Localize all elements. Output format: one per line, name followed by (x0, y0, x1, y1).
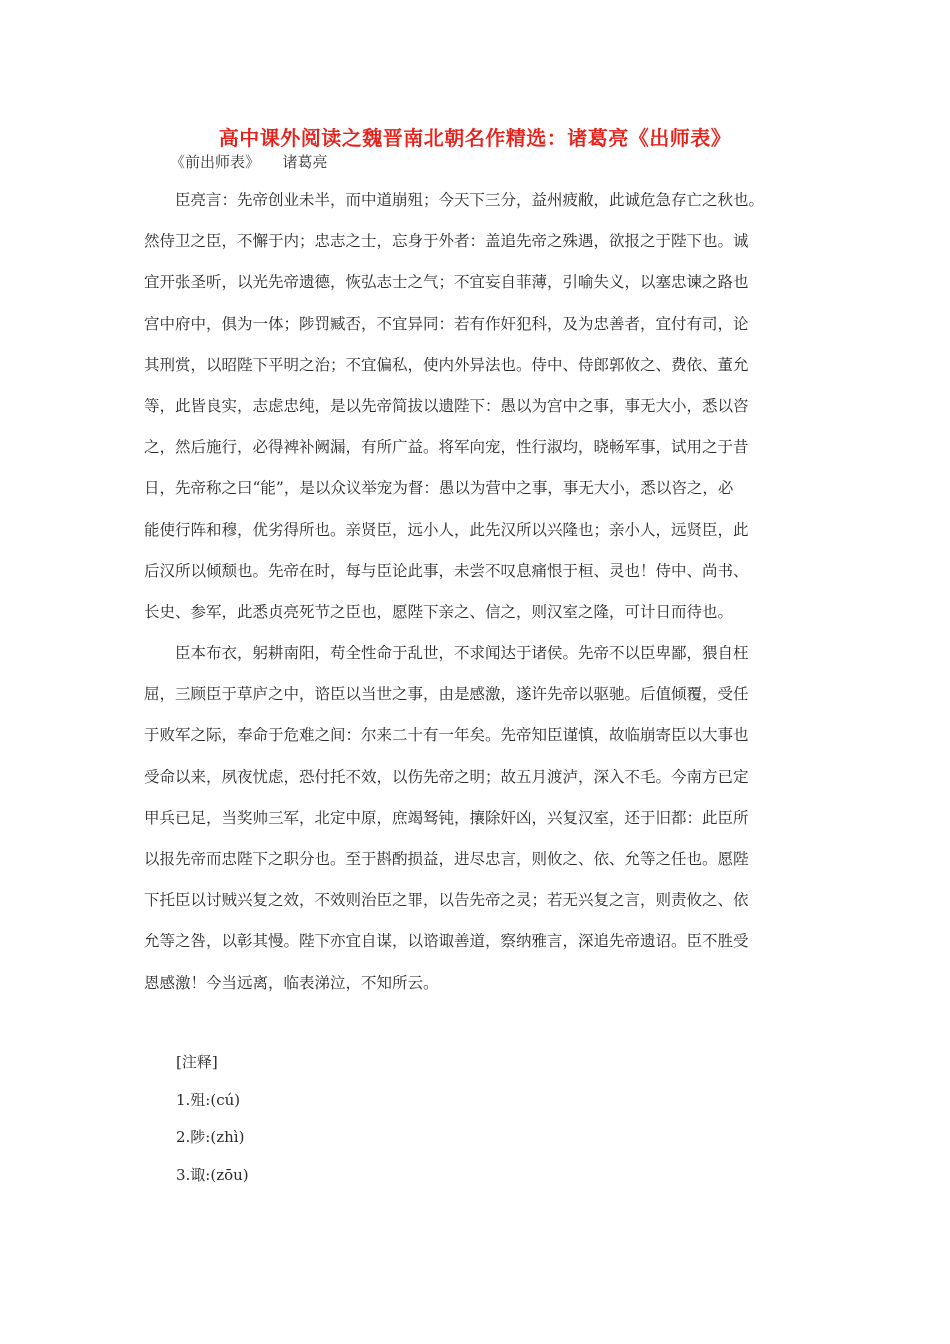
essay-line: 受命以来，夙夜忧虑，恐付托不效，以伤先帝之明；故五月渡泸，深入不毛。今南方已定 (144, 767, 749, 786)
essay-line: 日，先帝称之曰“能”，是以众议举宠为督：愚以为营中之事，事无大小，悉以咨之，必 (144, 479, 734, 498)
essay-line: 然侍卫之臣，不懈于内；忠志之士，忘身于外者：盖追先帝之殊遇，欲报之于陛下也。诚 (144, 232, 749, 251)
essay-line: 其刑赏，以昭陛下平明之治；不宜偏私，使内外异法也。侍中、侍郎郭攸之、费依、董允 (144, 355, 749, 374)
essay-subtitle: 《前出师表》 诸葛亮 (170, 153, 328, 171)
essay-line: 后汉所以倾颓也。先帝在时，每与臣论此事，未尝不叹息痛恨于桓、灵也！侍中、尚书、 (144, 561, 749, 580)
essay-line: 宜开张圣听，以光先帝遗德，恢弘志士之气；不宜妄自菲薄，引喻失义，以塞忠谏之路也 (144, 273, 749, 292)
essay-line: 长史、参军，此悉贞亮死节之臣也，愿陛下亲之、信之，则汉室之隆，可计日而待也。 (144, 602, 734, 621)
essay-line: 恩感激！今当远离，临表涕泣，不知所云。 (144, 973, 439, 992)
essay-line: 宫中府中，俱为一体；陟罚臧否，不宜异同：若有作奸犯科，及为忠善者，宜付有司，论 (144, 314, 749, 333)
note-item: 2.陟:(zhì) (176, 1128, 245, 1146)
essay-line: 以报先帝而忠陛下之职分也。至于斟酌损益，进尽忠言，则攸之、依、允等之任也。愿陛 (144, 850, 749, 868)
essay-line: 能使行阵和穆，优劣得所也。亲贤臣，远小人，此先汉所以兴隆也；亲小人，远贤臣，此 (144, 520, 749, 539)
essay-body (144, 180, 808, 1004)
essay-line: 等，此皆良实，志虑忠纯，是以先帝简拔以遗陛下：愚以为宫中之事，事无大小，悉以咨 (144, 396, 749, 415)
essay-line: 臣亮言：先帝创业未半，而中道崩殂；今天下三分，益州疲敝，此诚危急存亡之秋也。 (144, 191, 765, 209)
note-item: 1.殂:(cú) (176, 1090, 241, 1109)
note-item: 3.诹:(zōu) (176, 1165, 249, 1184)
essay-line: 屈，三顾臣于草庐之中，谘臣以当世之事，由是感激，遂许先帝以驱驰。后值倾覆，受任 (144, 685, 749, 704)
page-title: 高中课外阅读之魏晋南北朝名作精选：诸葛亮《出师表》 (218, 126, 732, 150)
essay-line: 下托臣以讨贼兴复之效，不效则治臣之罪，以告先帝之灵；若无兴复之言，则责攸之、依 (144, 891, 749, 910)
essay-line: 臣本布衣，躬耕南阳，苟全性命于乱世，不求闻达于诸侯。先帝不以臣卑鄙，猥自枉 (144, 644, 749, 663)
essay-line: 甲兵已足，当奖帅三军，北定中原，庶竭驽钝，攘除奸凶，兴复汉室，还于旧都：此臣所 (144, 808, 749, 827)
notes-section (176, 1044, 249, 1194)
essay-line: 之，然后施行，必得裨补阙漏，有所广益。将军向宠，性行淑均，晓畅军事，试用之于昔 (144, 438, 749, 457)
essay-line: 允等之咎，以彰其慢。陛下亦宜自谋，以谘诹善道，察纳雅言，深追先帝遗诏。臣不胜受 (144, 932, 749, 951)
essay-line: 于败军之际，奉命于危难之间：尔来二十有一年矣。先帝知臣谨慎，故临崩寄臣以大事也 (144, 726, 749, 745)
notes-heading: [注释] (176, 1053, 218, 1071)
